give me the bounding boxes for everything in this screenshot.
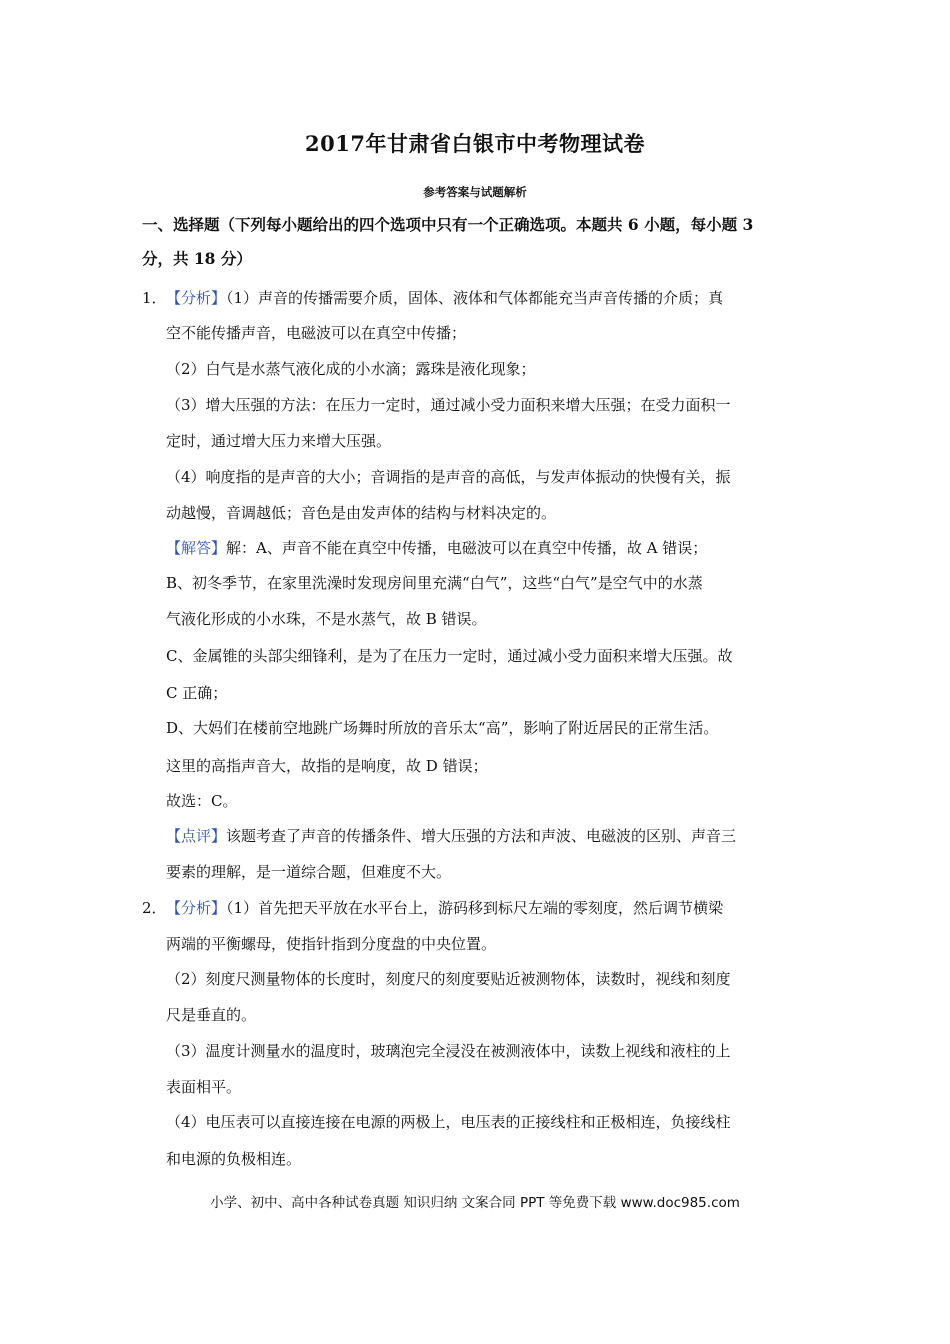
comment-tag: 【点评】 [166, 827, 227, 845]
q1-analysis-line-1 [166, 288, 723, 308]
section-heading-line-1: 一、选择题（下列每小题给出的四个选项中只有一个正确选项。本题共 6 小题，每小题 3 [142, 215, 754, 234]
q1-answer-line-5: 故选：C。 [166, 792, 238, 810]
q1-answer-line-3: C、金属锥的头部尖细锋利，是为了在压力一定时，通过减小受力面积来增大压强。故 [166, 647, 733, 665]
q2-analysis-line-3b: 表面相平。 [166, 1078, 242, 1096]
q2-analysis-line-1b: 两端的平衡螺母，使指针指到分度盘的中央位置。 [166, 935, 497, 953]
section-heading [142, 208, 812, 276]
q2-analysis-line-2: （2）刻度尺测量物体的长度时，刻度尺的刻度要贴近被测物体，读数时，视线和刻度 [166, 970, 731, 988]
q1-comment-text-1: 该题考查了声音的传播条件、增大压强的方法和声波、电磁波的区别、声音三 [226, 827, 737, 845]
q1-comment-line-1b: 要素的理解，是一道综合题，但难度不大。 [166, 863, 452, 881]
q1-answer-line-2: B、初冬季节，在家里洗澡时发现房间里充满“白气”，这些“白气”是空气中的水蒸 [166, 574, 703, 592]
q2-analysis-line-4: （4）电压表可以直接连接在电源的两极上，电压表的正接线柱和正极相连，负接线柱 [166, 1113, 731, 1131]
q1-answer-line-4b: 这里的高指声音大，故指的是响度，故 D 错误； [166, 757, 488, 775]
q2-analysis-line-3: （3）温度计测量水的温度时，玻璃泡完全浸没在被测液体中，读数上视线和液柱的上 [166, 1042, 731, 1060]
q1-analysis-line-4b: 动越慢，音调越低；音色是由发声体的结构与材料决定的。 [166, 504, 557, 522]
q1-analysis-text-1: （1）声音的传播需要介质，固体、液体和气体都能充当声音传播的介质；真 [226, 289, 724, 307]
q1-analysis-line-1b: 空不能传播声音，电磁波可以在真空中传播； [166, 324, 467, 342]
q2-analysis-line-4b: 和电源的负极相连。 [166, 1150, 302, 1168]
q1-analysis-line-2: （2）白气是水蒸气液化成的小水滴；露珠是液化现象； [166, 360, 536, 378]
analysis-tag: 【分析】 [166, 289, 227, 307]
q1-comment-line-1 [166, 826, 736, 846]
q1-answer-text-1: 解：A、声音不能在真空中传播，电磁波可以在真空中传播，故 A 错误； [226, 539, 708, 557]
q1-analysis-line-4: （4）响度指的是声音的大小；音调指的是声音的高低，与发声体振动的快慢有关，振 [166, 468, 731, 486]
q1-answer-line-2b: 气液化形成的小水珠，不是水蒸气，故 B 错误。 [166, 610, 487, 628]
q1-answer-line-1 [166, 538, 707, 558]
q2-analysis-text-1: （1）首先把天平放在水平台上，游码移到标尺左端的零刻度，然后调节横梁 [226, 899, 724, 917]
q1-analysis-line-3: （3）增大压强的方法：在压力一定时，通过减小受力面积来增大压强；在受力面积一 [166, 396, 731, 414]
q2-analysis-line-2b: 尺是垂直的。 [166, 1006, 257, 1024]
q1-answer-line-4: D、大妈们在楼前空地跳广场舞时所放的音乐太“高”，影响了附近居民的正常生活。 [166, 719, 719, 737]
analysis-tag: 【分析】 [166, 899, 227, 917]
page-footer: 小学、初中、高中各种试卷真题 知识归纳 文案合同 PPT 等免费下载 www.doc985.com [210, 1195, 740, 1211]
section-heading-line-2: 分，共 18 分） [142, 249, 252, 268]
question-2-number: 2． [142, 899, 167, 917]
document-subtitle: 参考答案与试题解析 [423, 185, 527, 199]
question-1-number: 1． [142, 289, 167, 307]
q1-answer-line-3b: C 正确； [166, 684, 228, 702]
document-title: 2017年甘肃省白银市中考物理试卷 [305, 131, 645, 156]
answer-tag: 【解答】 [166, 539, 227, 557]
q2-analysis-line-1 [166, 898, 723, 918]
q1-analysis-line-3b: 定时，通过增大压力来增大压强。 [166, 432, 392, 450]
